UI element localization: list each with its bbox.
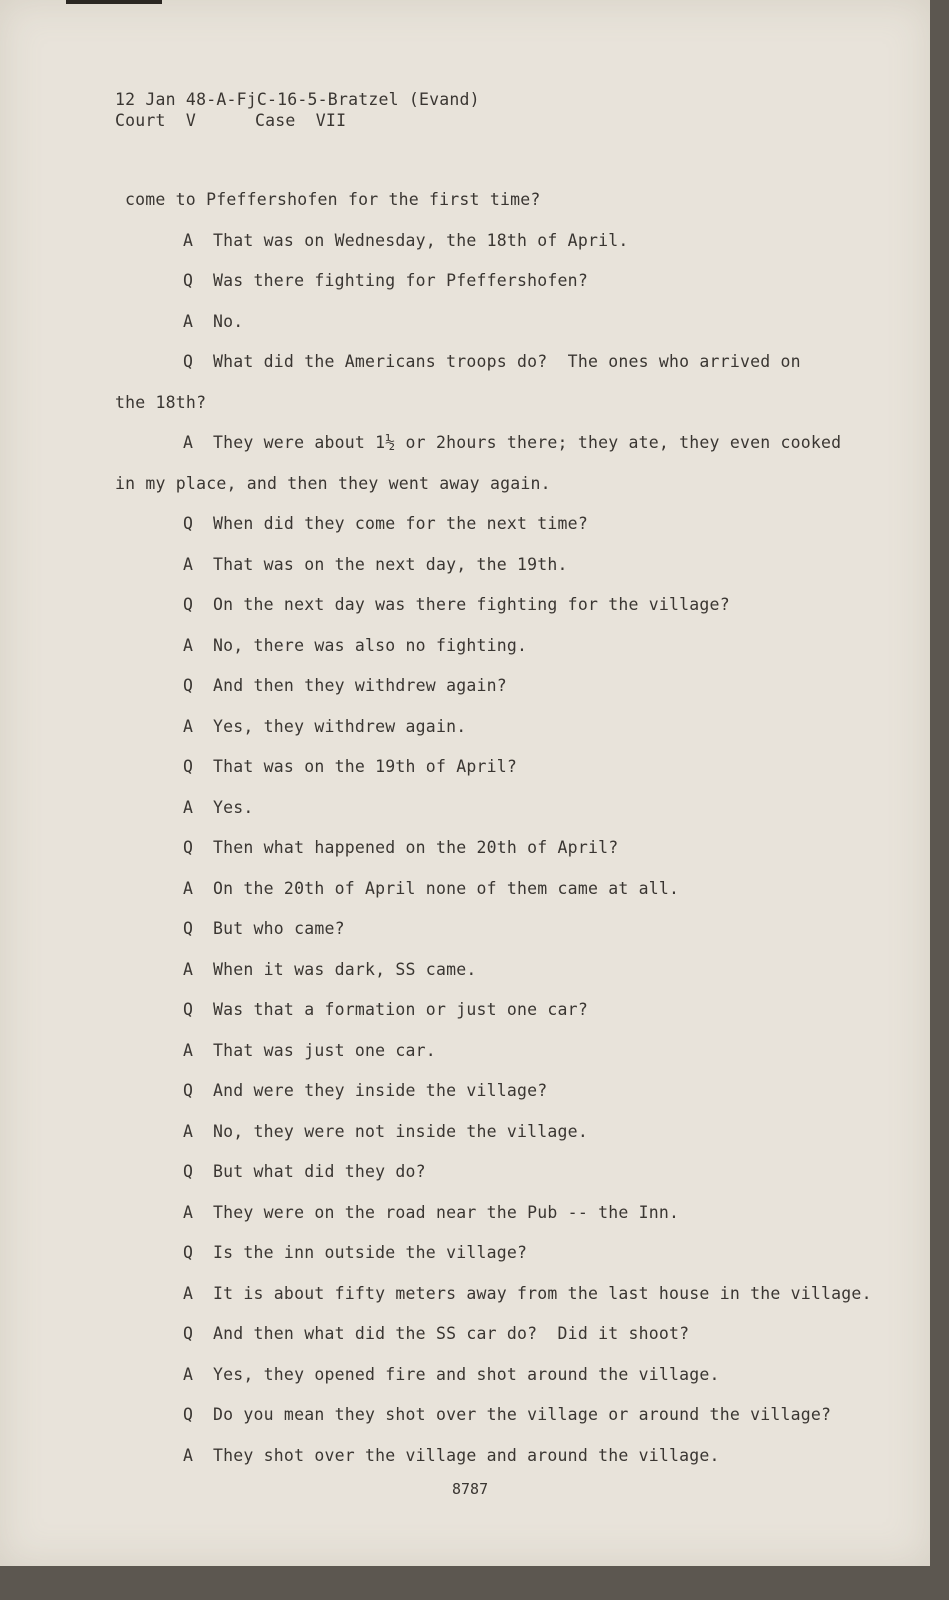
transcript-text: That was just one car. — [213, 1040, 436, 1060]
transcript-text: And then they withdrew again? — [213, 676, 507, 695]
speaker-label: A — [183, 635, 193, 655]
speaker-label: A — [183, 230, 193, 250]
speaker-label: Q — [183, 352, 193, 371]
transcript-text: Yes, they opened fire and shot around the village. — [213, 1364, 720, 1384]
header-court: Court V — [115, 111, 197, 130]
speaker-label: A — [183, 1040, 193, 1060]
transcript-text: They were about 1½ or 2hours there; they ate, they even cooked — [213, 433, 842, 452]
transcript-text: Was that a formation or just one car? — [213, 1000, 588, 1019]
header-case: Case VII — [255, 111, 347, 130]
transcript-text: Yes, they withdrew again. — [213, 716, 467, 736]
transcript-text: No. — [213, 311, 244, 331]
speaker-label: A — [183, 1283, 193, 1303]
binding-tab — [66, 0, 162, 4]
speaker-label: Q — [183, 514, 193, 533]
transcript-text: That was on the 19th of April? — [213, 757, 518, 776]
transcript-text: When it was dark, SS came. — [213, 959, 477, 979]
speaker-label: Q — [183, 676, 193, 695]
speaker-label: A — [183, 1121, 193, 1141]
speaker-label: Q — [183, 595, 193, 614]
speaker-label: A — [183, 433, 193, 452]
header-case-reference: 12 Jan 48-A-FjC-16-5-Bratzel (Evand) — [115, 90, 480, 109]
speaker-label: Q — [183, 271, 193, 290]
speaker-label: Q — [183, 757, 193, 776]
transcript-text: Is the inn outside the village? — [213, 1243, 528, 1262]
page-number: 8787 — [452, 1480, 489, 1498]
transcript-text: the 18th? — [115, 392, 207, 412]
transcript-text: come to Pfeffershofen for the first time? — [125, 190, 541, 209]
speaker-label: Q — [183, 1000, 193, 1019]
transcript-text: On the next day was there fighting for the village? — [213, 595, 730, 614]
transcript-text: in my place, and then they went away again. — [115, 473, 551, 493]
transcript-text: Then what happened on the 20th of April? — [213, 838, 619, 857]
transcript-text: But what did they do? — [213, 1162, 426, 1181]
speaker-label: Q — [183, 919, 193, 938]
speaker-label: A — [183, 311, 193, 331]
speaker-label: Q — [183, 1324, 193, 1343]
transcript-text: No, they were not inside the village. — [213, 1121, 588, 1141]
transcript-text: They were on the road near the Pub -- the Inn. — [213, 1202, 680, 1222]
transcript-text: On the 20th of April none of them came at all. — [213, 878, 680, 898]
speaker-label: Q — [183, 1081, 193, 1100]
speaker-label: A — [183, 959, 193, 979]
transcript-text: And were they inside the village? — [213, 1081, 548, 1100]
speaker-label: A — [183, 797, 193, 817]
speaker-label: Q — [183, 1162, 193, 1181]
transcript-text: It is about fifty meters away from the last house in the village. — [213, 1283, 872, 1303]
speaker-label: A — [183, 1202, 193, 1222]
transcript-text: What did the Americans troops do? The ones who arrived on — [213, 352, 801, 371]
speaker-label: Q — [183, 1243, 193, 1262]
transcript-text: That was on the next day, the 19th. — [213, 554, 568, 574]
transcript-text: Yes. — [213, 797, 254, 817]
speaker-label: Q — [183, 838, 193, 857]
transcript-text: Was there fighting for Pfeffershofen? — [213, 271, 588, 290]
speaker-label: A — [183, 1364, 193, 1384]
transcript-text: They shot over the village and around the village. — [213, 1445, 720, 1465]
speaker-label: A — [183, 1445, 193, 1465]
speaker-label: A — [183, 554, 193, 574]
transcript-text: No, there was also no fighting. — [213, 635, 528, 655]
transcript-text: When did they come for the next time? — [213, 514, 588, 533]
transcript-text: But who came? — [213, 919, 345, 938]
transcript-text: That was on Wednesday, the 18th of April. — [213, 230, 629, 250]
speaker-label: A — [183, 878, 193, 898]
transcript-text: Do you mean they shot over the village or around the village? — [213, 1405, 832, 1424]
speaker-label: A — [183, 716, 193, 736]
speaker-label: Q — [183, 1405, 193, 1424]
transcript-text: And then what did the SS car do? Did it shoot? — [213, 1324, 690, 1343]
